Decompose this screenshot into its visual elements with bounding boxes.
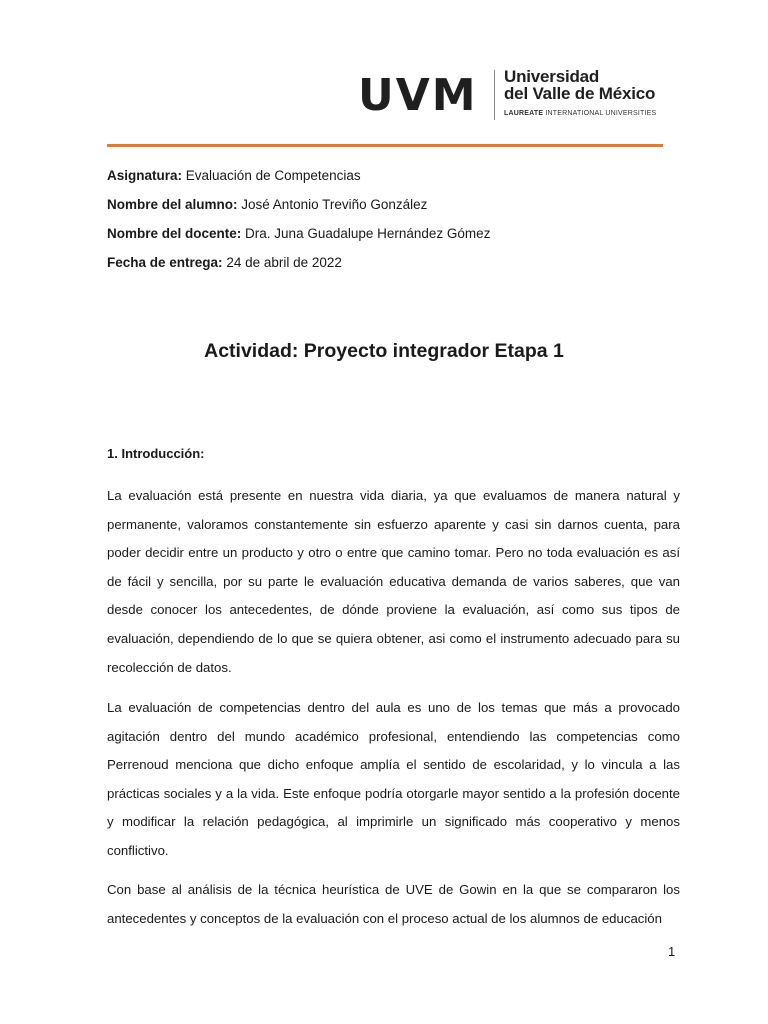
page-number: 1	[668, 944, 676, 959]
paragraph: La evaluación de competencias dentro del aula es uno de los temas que más a provocado agitación dentro del mundo académico profesional, entendiendo las competencias como Perrenoud menciona que dicho enfoque amplía el sentido de escolaridad, y lo vincula a las prácticas sociales y a la vida. Este enfoque podría otorgarle mayor sentido a la profesión docente y modificar la relación pedagógica, al imprimirle un significado más cooperativo y menos conflictivo.	[107, 700, 680, 858]
meta-subject	[107, 166, 490, 195]
section-heading: 1. Introducción:	[107, 446, 205, 461]
meta-label: Nombre del alumno:	[107, 197, 238, 212]
logo-mark: UVM	[358, 70, 478, 121]
meta-label: Nombre del docente:	[107, 226, 242, 241]
meta-label: Fecha de entrega:	[107, 255, 223, 270]
meta-student	[107, 195, 490, 224]
meta-value: José Antonio Treviño González	[241, 197, 428, 212]
uvm-logo	[358, 68, 658, 124]
meta-teacher	[107, 224, 490, 253]
logo-divider	[494, 70, 495, 120]
laureate-bold: LAUREATE	[504, 110, 544, 117]
paragraph: La evaluación está presente en nuestra vida diaria, ya que evaluamos de manera natural y permanente, valoramos constantemente sin esfuerzo aparente y casi sin darnos cuenta, para poder decidir entre un producto y otro o entre que camino tomar. Pero no toda evaluación es así de fácil y sencilla, por su parte le evaluación educativa demanda de varios saberes, que van desde conocer los antecedentes, de dónde proviene la evaluación, así como sus tipos de evaluación, dependiendo de lo que se quiera obtener, asi como el instrumento adecuado para su recolección de datos.	[107, 488, 680, 675]
document-metadata	[107, 166, 490, 282]
logo-university-line2: del Valle de México	[504, 84, 656, 103]
meta-value: Dra. Juna Guadalupe Hernández Gómez	[245, 226, 491, 241]
document-title: Actividad: Proyecto integrador Etapa 1	[204, 340, 564, 362]
meta-date	[107, 253, 490, 282]
meta-value: Evaluación de Competencias	[185, 168, 361, 183]
logo-laureate-tagline	[504, 110, 656, 118]
header-divider	[107, 144, 663, 147]
meta-value: 24 de abril de 2022	[226, 255, 342, 270]
laureate-rest: INTERNATIONAL UNIVERSITIES	[545, 110, 657, 117]
logo-university-line1: Universidad	[504, 67, 600, 86]
paragraph: Con base al análisis de la técnica heurística de UVE de Gowin en la que se compararon los antecedentes y conceptos de la evaluación con el proceso actual de los alumnos de educación	[107, 882, 680, 926]
meta-label: Asignatura:	[107, 168, 183, 183]
